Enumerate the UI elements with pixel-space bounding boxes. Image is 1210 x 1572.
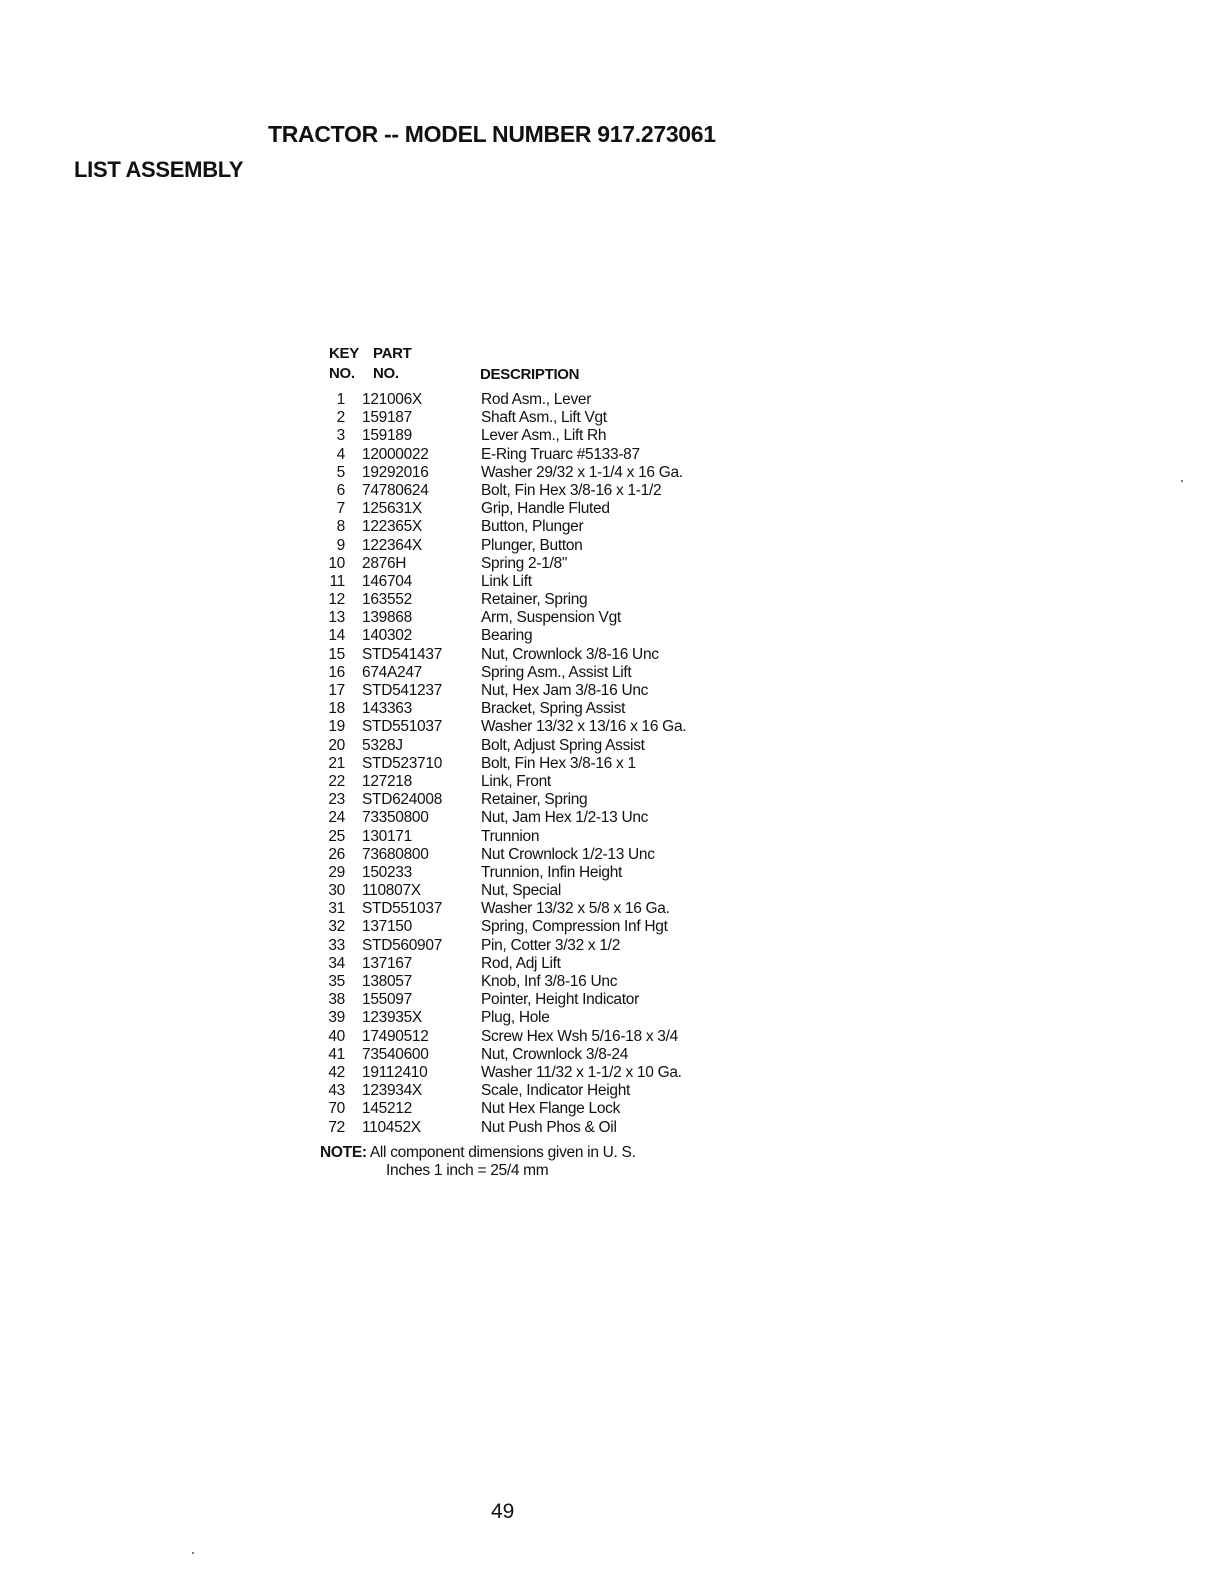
description: Washer 29/32 x 1-1/4 x 16 Ga. [481, 463, 683, 481]
description: Spring 2-1/8" [481, 554, 568, 572]
section-title: LIST ASSEMBLY [74, 157, 244, 182]
key-no: 5 [336, 463, 345, 481]
key-no: 8 [336, 518, 345, 536]
key-no: 12 [328, 591, 345, 609]
part-no: 145212 [362, 1100, 412, 1118]
key-no: 30 [328, 882, 345, 900]
part-no: 74780624 [362, 481, 429, 499]
part-no: 146704 [362, 572, 412, 590]
header-description: DESCRIPTION [480, 366, 580, 383]
table-row [316, 391, 746, 409]
part-no: 138057 [362, 973, 412, 990]
description: Spring, Compression Inf Hgt [481, 918, 668, 936]
note-label: NOTE: [320, 1144, 367, 1161]
description: Washer 13/32 x 5/8 x 16 Ga. [481, 900, 670, 918]
key-no: 14 [328, 627, 345, 645]
table-row [316, 828, 746, 846]
description: Knob, Inf 3/8-16 Unc [481, 973, 618, 990]
part-no: 159189 [362, 427, 412, 445]
part-no: 125631X [362, 500, 422, 518]
key-no: 24 [328, 809, 345, 827]
table-row [316, 464, 746, 482]
part-no: 123934X [362, 1082, 422, 1100]
key-no: 17 [328, 682, 345, 699]
table-row [316, 409, 746, 427]
note-line1: All component dimensions given in U. S. [369, 1144, 636, 1161]
table-row [316, 555, 746, 573]
table-row [316, 918, 746, 936]
description: Washer 13/32 x 13/16 x 16 Ga. [481, 718, 687, 736]
table-row [316, 1082, 746, 1100]
key-no: 7 [336, 500, 345, 518]
table-row [316, 482, 746, 500]
description: Rod, Adj Lift [481, 954, 561, 972]
key-no: 40 [328, 1027, 345, 1045]
key-no: 23 [328, 791, 345, 809]
key-no: 16 [328, 663, 345, 681]
key-no: 2 [336, 409, 345, 427]
table-row [316, 991, 746, 1009]
description: Plunger, Button [481, 536, 583, 554]
description: Retainer, Spring [481, 791, 588, 809]
key-no: 33 [328, 936, 345, 954]
description: Bracket, Spring Assist [481, 700, 626, 718]
scan-speck [192, 1552, 194, 1554]
description: Bolt, Fin Hex 3/8-16 x 1 [481, 754, 636, 772]
part-no: STD541237 [362, 682, 443, 699]
table-row [316, 900, 746, 918]
part-no: 19112410 [362, 1063, 428, 1081]
part-no: 73680800 [362, 845, 429, 863]
part-no: 2876H [362, 554, 407, 572]
key-no: 22 [328, 772, 345, 790]
description: Nut, Crownlock 3/8-24 [481, 1045, 629, 1063]
key-no: 25 [328, 827, 345, 845]
key-no: 11 [329, 572, 345, 590]
description: Pointer, Height Indicator [481, 991, 639, 1009]
description: Arm, Suspension Vgt [481, 609, 621, 627]
key-no: 34 [328, 954, 345, 972]
part-no: 150233 [362, 863, 412, 881]
key-no: 9 [336, 536, 345, 554]
scan-speck [1181, 480, 1183, 482]
part-no: STD551037 [362, 718, 443, 736]
table-row [316, 955, 746, 973]
key-no: 1 [336, 391, 345, 408]
key-no: 72 [328, 1118, 345, 1136]
key-no: 26 [328, 845, 345, 863]
key-no: 41 [328, 1045, 345, 1063]
key-no: 29 [328, 863, 345, 881]
key-no: 6 [336, 481, 345, 499]
part-no: 110452X [362, 1118, 421, 1136]
part-no: 155097 [362, 991, 412, 1009]
description: Nut, Hex Jam 3/8-16 Unc [481, 682, 649, 699]
key-no: 38 [328, 991, 345, 1009]
key-no: 35 [328, 973, 345, 990]
description: Bearing [481, 627, 533, 645]
part-no: STD624008 [362, 791, 443, 809]
table-row [316, 973, 746, 991]
table-row [316, 500, 746, 518]
key-no: 39 [328, 1009, 345, 1027]
table-row [316, 518, 746, 536]
description: Grip, Handle Fluted [481, 500, 610, 518]
description: Lever Asm., Lift Rh [481, 427, 607, 445]
part-no: 12000022 [362, 445, 429, 463]
part-no: 17490512 [362, 1027, 429, 1045]
table-row [316, 882, 746, 900]
header-part-line2: NO. [373, 365, 399, 382]
key-no: 15 [328, 645, 345, 663]
table-row [316, 664, 746, 682]
part-no: 19292016 [362, 463, 429, 481]
parts-list [316, 391, 746, 1137]
part-no: 140302 [362, 627, 412, 645]
part-no: 73350800 [362, 809, 429, 827]
table-row [316, 846, 746, 864]
key-no: 42 [328, 1063, 345, 1081]
part-no: 110807X [362, 882, 421, 900]
part-no: 73540600 [362, 1045, 429, 1063]
key-no: 20 [328, 736, 345, 754]
description: Washer 11/32 x 1-1/2 x 10 Ga. [481, 1063, 682, 1081]
table-row [316, 682, 746, 700]
table-row [316, 609, 746, 627]
key-no: 19 [328, 718, 345, 736]
table-row [316, 591, 746, 609]
part-no: STD551037 [362, 900, 443, 918]
description: Nut Push Phos & Oil [481, 1118, 617, 1136]
table-row [316, 1119, 746, 1137]
note [320, 1144, 636, 1180]
table-row [316, 537, 746, 555]
description: Nut, Jam Hex 1/2-13 Unc [481, 809, 649, 827]
description: Link Lift [481, 572, 532, 590]
part-no: 122364X [362, 536, 422, 554]
header-key-line1: KEY [329, 345, 359, 362]
part-no: STD523710 [362, 754, 443, 772]
key-no: 4 [336, 445, 345, 463]
description: Link, Front [481, 772, 551, 790]
description: Rod Asm., Lever [481, 391, 592, 408]
page-title: TRACTOR -- MODEL NUMBER 917.273061 [268, 121, 716, 147]
table-row [316, 573, 746, 591]
table-row [316, 937, 746, 955]
description: Scale, Indicator Height [481, 1082, 631, 1100]
table-row [316, 1064, 746, 1082]
table-row [316, 700, 746, 718]
part-no: 122365X [362, 518, 422, 536]
key-no: 10 [328, 554, 345, 572]
key-no: 32 [328, 918, 345, 936]
table-row [316, 809, 746, 827]
table-row [316, 864, 746, 882]
description: Nut, Crownlock 3/8-16 Unc [481, 645, 659, 663]
part-no: 5328J [362, 736, 403, 754]
description: Button, Plunger [481, 518, 584, 536]
part-no: 137150 [362, 918, 412, 936]
table-row [316, 718, 746, 736]
header-key-line2: NO. [329, 365, 355, 382]
key-no: 3 [336, 427, 345, 445]
description: E-Ring Truarc #5133-87 [481, 445, 640, 463]
table-row [316, 755, 746, 773]
header-part-line1: PART [373, 345, 412, 362]
description: Pin, Cotter 3/32 x 1/2 [481, 936, 621, 954]
table-row [316, 427, 746, 445]
table-row [316, 646, 746, 664]
part-no: 163552 [362, 591, 412, 609]
part-no: 674A247 [362, 663, 422, 681]
part-no: STD541437 [362, 645, 443, 663]
key-no: 70 [328, 1100, 345, 1118]
part-no: 130171 [362, 827, 412, 845]
description: Screw Hex Wsh 5/16-18 x 3/4 [481, 1027, 678, 1045]
key-no: 43 [328, 1082, 345, 1100]
table-row [316, 791, 746, 809]
key-no: 21 [328, 754, 345, 772]
part-no: 137167 [362, 954, 412, 972]
key-no: 18 [328, 700, 345, 718]
part-no: 127218 [362, 772, 412, 790]
part-no: 123935X [362, 1009, 422, 1027]
table-row [316, 1028, 746, 1046]
description: Nut Hex Flange Lock [481, 1100, 621, 1118]
table-row [316, 627, 746, 645]
table-row [316, 446, 746, 464]
description: Bolt, Fin Hex 3/8-16 x 1-1/2 [481, 481, 662, 499]
description: Spring Asm., Assist Lift [481, 663, 632, 681]
part-no: 121006X [362, 391, 422, 408]
part-no: STD560907 [362, 936, 443, 954]
key-no: 13 [328, 609, 345, 627]
part-no: 139868 [362, 609, 412, 627]
key-no: 31 [328, 900, 345, 918]
part-no: 159187 [362, 409, 412, 427]
description: Plug, Hole [481, 1009, 550, 1027]
description: Nut Crownlock 1/2-13 Unc [481, 845, 655, 863]
note-line2: Inches 1 inch = 25/4 mm [386, 1162, 549, 1179]
description: Retainer, Spring [481, 591, 588, 609]
description: Trunnion, Infin Height [481, 863, 623, 881]
description: Bolt, Adjust Spring Assist [481, 736, 645, 754]
part-no: 143363 [362, 700, 412, 718]
description: Shaft Asm., Lift Vgt [481, 409, 607, 427]
description: Trunnion [481, 827, 540, 845]
description: Nut, Special [481, 882, 561, 900]
table-row [316, 1100, 746, 1118]
table-row [316, 773, 746, 791]
page-number: 49 [491, 1500, 515, 1523]
table-row [316, 1009, 746, 1027]
table-row [316, 737, 746, 755]
table-row [316, 1046, 746, 1064]
